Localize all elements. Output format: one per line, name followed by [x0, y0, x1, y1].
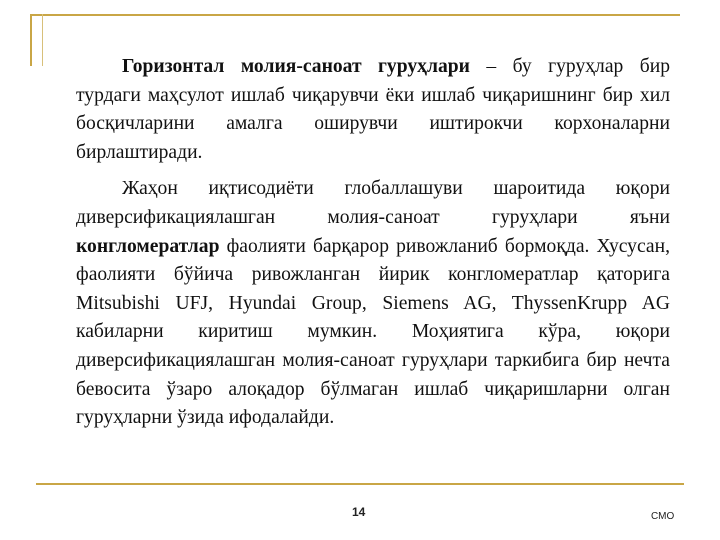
frame-left-inner-line — [42, 14, 43, 66]
paragraph-text-before: Жаҳон иқтисодиёти глобаллашуви шароитида юқори диверсификациялашган молия-саноат гуруҳлари яъни — [76, 178, 670, 228]
frame-bottom-line — [36, 483, 684, 485]
paragraph-conglomerates — [76, 175, 670, 432]
slide-body — [76, 53, 670, 433]
frame-top-line — [30, 14, 680, 16]
footer-mark: СМО — [651, 511, 675, 522]
paragraph-text-after: фаолияти барқарор ривожланиб бормоқда. Хусусан, фаолияти бўйича ривожланган йирик конгломератлар қаторига Mitsubishi UFJ, Hyundai Group, Siemens AG, ThyssenKrupp AG кабиларни киритиш мумкин. Моҳиятига кўра, юқори диверсификациялашган молия-саноат гуруҳлари таркибига бир нечта бевосита ўзаро алоқадор бўлмаган ишлаб чиқаришларни олган гуруҳларни ўзида ифодалайди. — [76, 235, 670, 429]
term-horizontal-groups: Горизонтал молия-саноат гуруҳлари — [122, 56, 470, 77]
paragraph-horizontal-groups — [76, 53, 670, 167]
definition-text: – бу гуруҳлар бир турдаги маҳсулот ишлаб чиқарувчи ёки ишлаб чиқаришнинг бир хил босқичларини амалга оширувчи иштирокчи корхоналарни бирлаштиради. — [76, 56, 670, 163]
frame-left-line — [30, 14, 32, 66]
page-number: 14 — [352, 505, 366, 519]
term-conglomerates: конгломератлар — [76, 235, 220, 257]
